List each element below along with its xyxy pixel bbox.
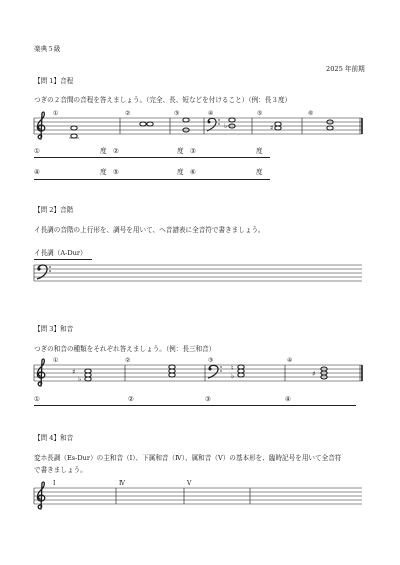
q2-title: 【問 2】音階 xyxy=(34,206,74,214)
q1-answer-label-1: ① xyxy=(34,147,40,155)
q1-answer-unit-2: 度 xyxy=(177,147,184,155)
svg-text:♯: ♯ xyxy=(312,370,316,378)
q1-answer-label-3: ③ xyxy=(190,147,196,155)
svg-text:♭: ♭ xyxy=(78,375,82,383)
q1-answer-label-2: ② xyxy=(113,147,119,155)
q4-instruction-line1: 変ホ長調（Es-Dur）の主和音（Ⅰ）、下属和音（Ⅳ）、属和音（Ⅴ）の基本形を、臨時記号を用いて全音符 xyxy=(34,454,342,462)
svg-text:♭: ♭ xyxy=(231,372,235,380)
q1-circled-1: ① xyxy=(53,110,59,117)
q1-circled-6: ⑥ xyxy=(308,110,314,117)
q3-chord-2 xyxy=(169,365,175,377)
q3-treble-clef-icon xyxy=(37,359,44,386)
q1-title: 【問 1】音程 xyxy=(34,77,74,85)
q4-instruction-line2: で書きましょう。 xyxy=(34,466,87,474)
date-label: 2025 年前期 xyxy=(326,65,365,73)
q3-answer-label-3: ③ xyxy=(205,395,211,403)
q3-circled-1: ① xyxy=(53,357,59,364)
q4-chord-1: Ⅰ xyxy=(53,480,56,487)
q3-answer-label-2: ② xyxy=(128,395,134,403)
q1-answer-label-4: ④ xyxy=(34,168,40,176)
q1-answer-label-5: ⑤ xyxy=(113,168,119,176)
q4-staff xyxy=(34,488,362,504)
q1-instruction: つぎの２音間の音程を答えましょう。（完全、長、短などを付けること）（例：長３度） xyxy=(34,96,292,104)
q1-answer-unit-4: 度 xyxy=(100,168,107,176)
svg-text:♯: ♯ xyxy=(270,124,274,132)
q3-circled-3: ③ xyxy=(208,357,214,364)
q1-interval-6 xyxy=(327,120,333,130)
svg-text:♯: ♯ xyxy=(72,368,76,376)
q4-chord-4: Ⅳ xyxy=(119,480,125,487)
q1-circled-5: ⑤ xyxy=(257,110,263,117)
q2-staff xyxy=(34,265,362,281)
q1-answer-unit-5: 度 xyxy=(177,168,184,176)
svg-text:♮: ♮ xyxy=(231,364,234,372)
q1-interval-5 xyxy=(270,122,281,132)
q1-treble-clef-icon xyxy=(37,112,44,139)
q3-circled-2: ② xyxy=(125,357,131,364)
q1-interval-1 xyxy=(69,126,79,138)
q2-key-label: イ長調（A-Dur） xyxy=(34,249,87,257)
q2-instruction: イ長調の音階の上行形を、調号を用いて、へ音譜表に全音符で書きましょう。 xyxy=(34,226,265,234)
grade-label: 楽典５級 xyxy=(34,45,61,53)
q1-circled-2: ② xyxy=(125,110,131,117)
q1-answer-label-6: ⑥ xyxy=(190,168,196,176)
q4-chord-5: Ⅴ xyxy=(187,480,192,487)
q1-circled-4: ④ xyxy=(208,110,214,117)
q3-chord-3 xyxy=(231,364,244,380)
q3-title: 【問 3】和音 xyxy=(34,325,74,333)
q3-circled-4: ④ xyxy=(287,357,293,364)
q3-bass-clef-icon xyxy=(208,365,222,378)
q4-treble-clef-icon xyxy=(37,482,44,509)
q1-circled-3: ③ xyxy=(174,110,180,117)
q3-answer-label-4: ④ xyxy=(285,395,291,403)
q1-answer-unit-1: 度 xyxy=(100,147,107,155)
svg-text:♭: ♭ xyxy=(224,122,228,130)
q1-interval-2 xyxy=(140,122,153,126)
q3-instruction: つぎの和音の種類をそれぞれ答えましょう。（例：長三和音） xyxy=(34,345,216,353)
q1-bass-clef-icon xyxy=(207,118,220,131)
q4-title: 【問 4】和音 xyxy=(34,434,74,442)
q1-answer-unit-6: 度 xyxy=(256,168,263,176)
q1-staff xyxy=(34,118,362,134)
q3-answer-label-1: ① xyxy=(34,395,40,403)
q1-answer-unit-3: 度 xyxy=(256,147,263,155)
q1-interval-4 xyxy=(224,118,235,130)
